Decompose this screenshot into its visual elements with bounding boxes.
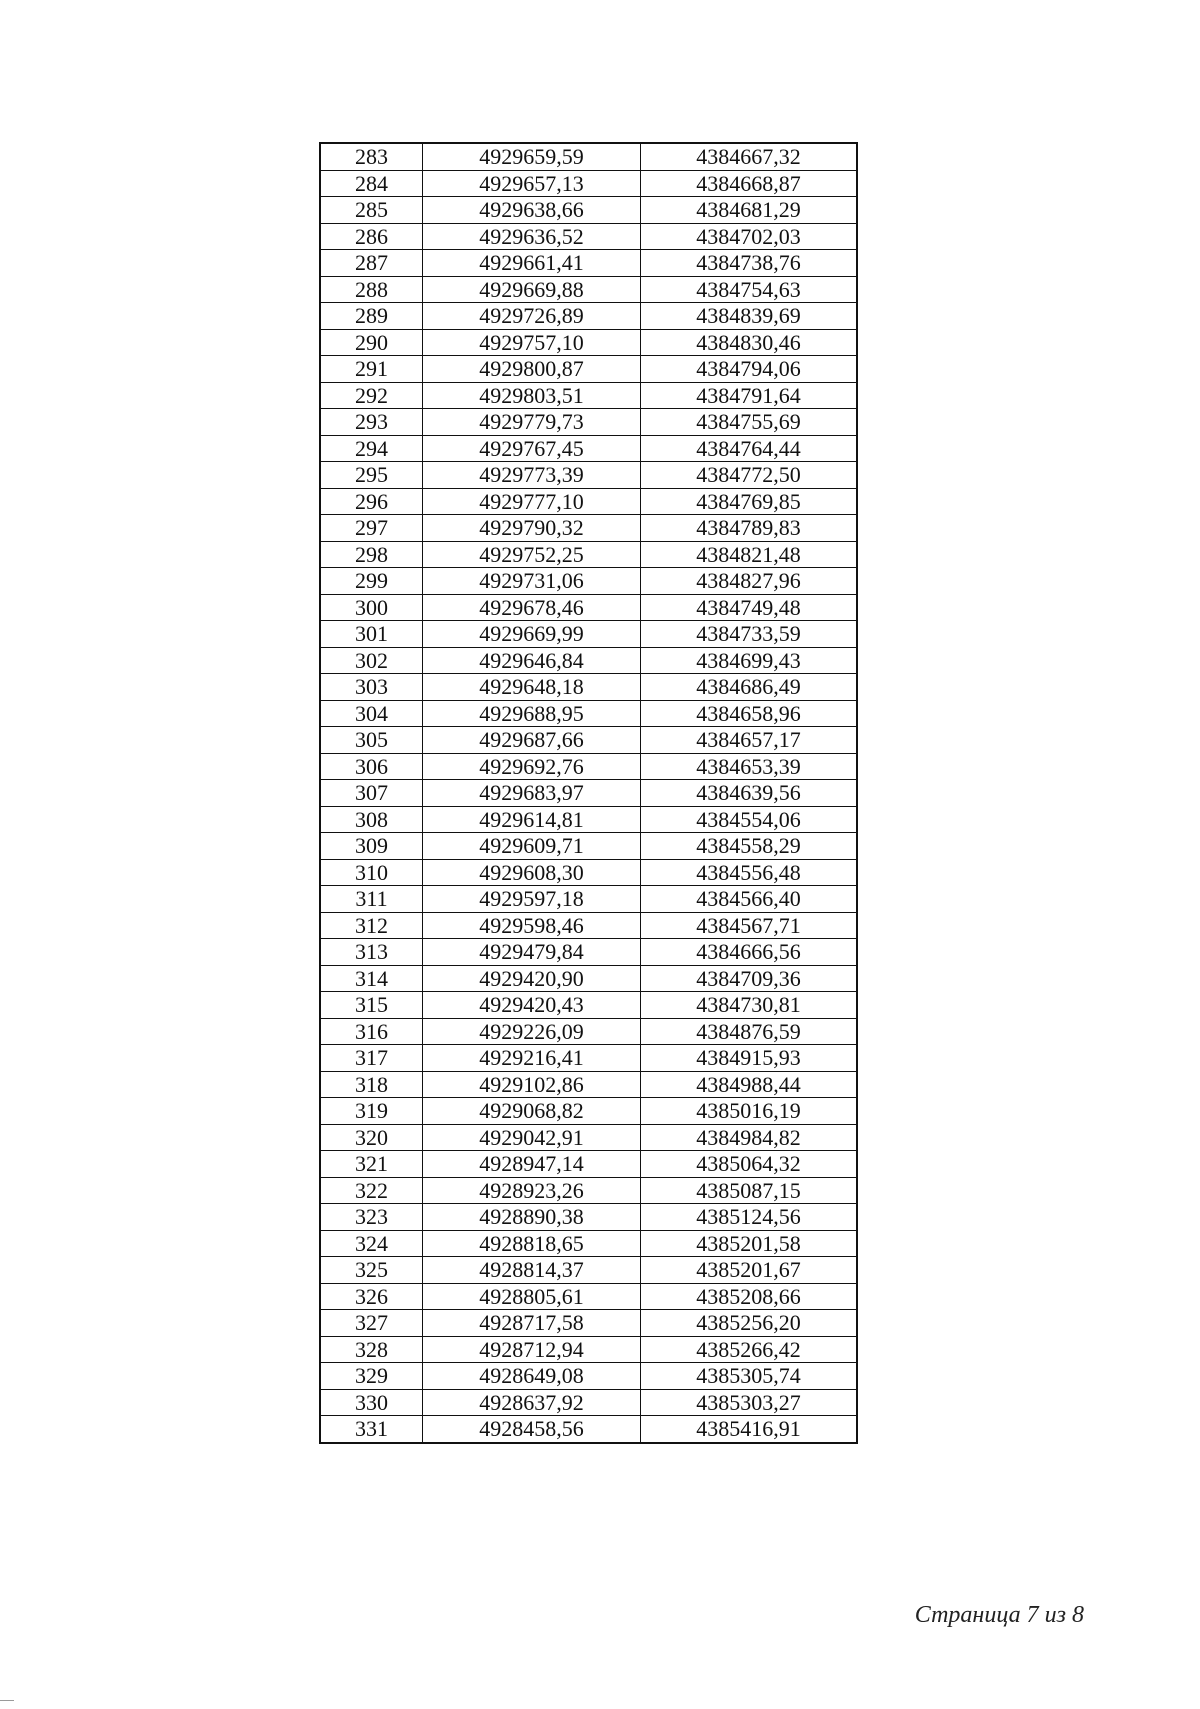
point-number-cell: 324 xyxy=(320,1230,423,1257)
point-number-cell: 313 xyxy=(320,939,423,966)
coordinate-y-cell: 4384988,44 xyxy=(641,1071,858,1098)
table-row xyxy=(320,1230,857,1257)
coordinate-x-cell: 4928814,37 xyxy=(423,1257,641,1284)
coordinate-x-cell: 4929692,76 xyxy=(423,753,641,780)
coordinate-x-cell: 4928818,65 xyxy=(423,1230,641,1257)
coordinate-y-cell: 4384733,59 xyxy=(641,621,858,648)
point-number-cell: 295 xyxy=(320,462,423,489)
coordinate-x-cell: 4929042,91 xyxy=(423,1124,641,1151)
coordinate-x-cell: 4929102,86 xyxy=(423,1071,641,1098)
coordinate-y-cell: 4385087,15 xyxy=(641,1177,858,1204)
table-row xyxy=(320,435,857,462)
table-row xyxy=(320,250,857,277)
coordinate-y-cell: 4385208,66 xyxy=(641,1283,858,1310)
coordinate-x-cell: 4929803,51 xyxy=(423,382,641,409)
coordinate-x-cell: 4928649,08 xyxy=(423,1363,641,1390)
coordinate-y-cell: 4384772,50 xyxy=(641,462,858,489)
coordinate-x-cell: 4929773,39 xyxy=(423,462,641,489)
coordinate-y-cell: 4384794,06 xyxy=(641,356,858,383)
table-row xyxy=(320,462,857,489)
coordinate-y-cell: 4384558,29 xyxy=(641,833,858,860)
coordinate-y-cell: 4384686,49 xyxy=(641,674,858,701)
coordinate-y-cell: 4384876,59 xyxy=(641,1018,858,1045)
coordinate-y-cell: 4384702,03 xyxy=(641,223,858,250)
coordinate-y-cell: 4385305,74 xyxy=(641,1363,858,1390)
coordinate-y-cell: 4384657,17 xyxy=(641,727,858,754)
coordinate-y-cell: 4385201,67 xyxy=(641,1257,858,1284)
coordinate-x-cell: 4929752,25 xyxy=(423,541,641,568)
coordinate-x-cell: 4929657,13 xyxy=(423,170,641,197)
table-row xyxy=(320,965,857,992)
point-number-cell: 322 xyxy=(320,1177,423,1204)
point-number-cell: 304 xyxy=(320,700,423,727)
point-number-cell: 320 xyxy=(320,1124,423,1151)
coordinate-x-cell: 4929661,41 xyxy=(423,250,641,277)
table-row xyxy=(320,647,857,674)
table-row xyxy=(320,674,857,701)
coordinate-x-cell: 4929726,89 xyxy=(423,303,641,330)
coordinate-x-cell: 4929479,84 xyxy=(423,939,641,966)
coordinate-x-cell: 4929683,97 xyxy=(423,780,641,807)
point-number-cell: 291 xyxy=(320,356,423,383)
point-number-cell: 323 xyxy=(320,1204,423,1231)
coordinate-y-cell: 4384821,48 xyxy=(641,541,858,568)
point-number-cell: 286 xyxy=(320,223,423,250)
coordinate-x-cell: 4928458,56 xyxy=(423,1416,641,1443)
point-number-cell: 296 xyxy=(320,488,423,515)
point-number-cell: 314 xyxy=(320,965,423,992)
table-row xyxy=(320,197,857,224)
table-row xyxy=(320,1204,857,1231)
coordinate-x-cell: 4929669,99 xyxy=(423,621,641,648)
coordinate-y-cell: 4384738,76 xyxy=(641,250,858,277)
table-row xyxy=(320,541,857,568)
point-number-cell: 300 xyxy=(320,594,423,621)
coordinate-y-cell: 4384769,85 xyxy=(641,488,858,515)
coordinate-x-cell: 4929648,18 xyxy=(423,674,641,701)
table-row xyxy=(320,143,857,170)
coordinate-x-cell: 4929646,84 xyxy=(423,647,641,674)
point-number-cell: 294 xyxy=(320,435,423,462)
coordinate-y-cell: 4384764,44 xyxy=(641,435,858,462)
point-number-cell: 301 xyxy=(320,621,423,648)
coordinates-table-body xyxy=(320,143,857,1443)
table-row xyxy=(320,1310,857,1337)
coordinate-x-cell: 4929731,06 xyxy=(423,568,641,595)
coordinate-x-cell: 4929636,52 xyxy=(423,223,641,250)
coordinate-x-cell: 4929687,66 xyxy=(423,727,641,754)
table-row xyxy=(320,1416,857,1443)
point-number-cell: 311 xyxy=(320,886,423,913)
point-number-cell: 303 xyxy=(320,674,423,701)
table-row xyxy=(320,488,857,515)
table-row xyxy=(320,1124,857,1151)
point-number-cell: 317 xyxy=(320,1045,423,1072)
table-row xyxy=(320,170,857,197)
point-number-cell: 297 xyxy=(320,515,423,542)
point-number-cell: 325 xyxy=(320,1257,423,1284)
coordinate-y-cell: 4385064,32 xyxy=(641,1151,858,1178)
table-row xyxy=(320,276,857,303)
point-number-cell: 292 xyxy=(320,382,423,409)
coordinate-y-cell: 4385124,56 xyxy=(641,1204,858,1231)
coordinate-x-cell: 4929688,95 xyxy=(423,700,641,727)
point-number-cell: 327 xyxy=(320,1310,423,1337)
table-row xyxy=(320,753,857,780)
point-number-cell: 328 xyxy=(320,1336,423,1363)
point-number-cell: 330 xyxy=(320,1389,423,1416)
coordinate-x-cell: 4929767,45 xyxy=(423,435,641,462)
point-number-cell: 284 xyxy=(320,170,423,197)
coordinate-x-cell: 4928923,26 xyxy=(423,1177,641,1204)
coordinate-y-cell: 4385266,42 xyxy=(641,1336,858,1363)
point-number-cell: 321 xyxy=(320,1151,423,1178)
coordinate-y-cell: 4385416,91 xyxy=(641,1416,858,1443)
coordinate-x-cell: 4928805,61 xyxy=(423,1283,641,1310)
table-row xyxy=(320,382,857,409)
table-row xyxy=(320,329,857,356)
coordinate-y-cell: 4384827,96 xyxy=(641,568,858,595)
table-row xyxy=(320,992,857,1019)
coordinate-y-cell: 4384789,83 xyxy=(641,515,858,542)
coordinate-x-cell: 4929226,09 xyxy=(423,1018,641,1045)
point-number-cell: 305 xyxy=(320,727,423,754)
point-number-cell: 293 xyxy=(320,409,423,436)
point-number-cell: 312 xyxy=(320,912,423,939)
coordinate-x-cell: 4929597,18 xyxy=(423,886,641,913)
point-number-cell: 283 xyxy=(320,143,423,170)
table-row xyxy=(320,1177,857,1204)
table-row xyxy=(320,912,857,939)
coordinate-x-cell: 4928637,92 xyxy=(423,1389,641,1416)
coordinate-y-cell: 4384668,87 xyxy=(641,170,858,197)
table-row xyxy=(320,700,857,727)
coordinate-y-cell: 4385201,58 xyxy=(641,1230,858,1257)
table-row xyxy=(320,1071,857,1098)
table-row xyxy=(320,409,857,436)
point-number-cell: 287 xyxy=(320,250,423,277)
coordinate-x-cell: 4929420,43 xyxy=(423,992,641,1019)
table-row xyxy=(320,223,857,250)
point-number-cell: 298 xyxy=(320,541,423,568)
coordinates-table xyxy=(319,142,858,1444)
coordinate-x-cell: 4929777,10 xyxy=(423,488,641,515)
coordinate-y-cell: 4385016,19 xyxy=(641,1098,858,1125)
coordinate-y-cell: 4385303,27 xyxy=(641,1389,858,1416)
coordinate-x-cell: 4929638,66 xyxy=(423,197,641,224)
point-number-cell: 318 xyxy=(320,1071,423,1098)
coordinate-x-cell: 4929216,41 xyxy=(423,1045,641,1072)
coordinate-x-cell: 4929609,71 xyxy=(423,833,641,860)
table-row xyxy=(320,356,857,383)
point-number-cell: 306 xyxy=(320,753,423,780)
coordinate-y-cell: 4384556,48 xyxy=(641,859,858,886)
coordinate-x-cell: 4928712,94 xyxy=(423,1336,641,1363)
coordinate-x-cell: 4929800,87 xyxy=(423,356,641,383)
coordinate-y-cell: 4384830,46 xyxy=(641,329,858,356)
table-row xyxy=(320,1018,857,1045)
table-row xyxy=(320,833,857,860)
point-number-cell: 302 xyxy=(320,647,423,674)
coordinate-y-cell: 4384791,64 xyxy=(641,382,858,409)
table-row xyxy=(320,1151,857,1178)
coordinate-x-cell: 4929420,90 xyxy=(423,965,641,992)
coordinate-y-cell: 4384639,56 xyxy=(641,780,858,807)
table-row xyxy=(320,594,857,621)
table-row xyxy=(320,621,857,648)
coordinate-y-cell: 4384653,39 xyxy=(641,753,858,780)
coordinate-x-cell: 4929598,46 xyxy=(423,912,641,939)
table-row xyxy=(320,1363,857,1390)
coordinate-y-cell: 4384666,56 xyxy=(641,939,858,966)
coordinate-y-cell: 4384567,71 xyxy=(641,912,858,939)
table-row xyxy=(320,303,857,330)
coordinate-y-cell: 4384749,48 xyxy=(641,594,858,621)
point-number-cell: 289 xyxy=(320,303,423,330)
table-row xyxy=(320,727,857,754)
coordinate-y-cell: 4384839,69 xyxy=(641,303,858,330)
scan-edge-mark xyxy=(0,1700,14,1701)
coordinate-y-cell: 4384699,43 xyxy=(641,647,858,674)
coordinate-y-cell: 4384915,93 xyxy=(641,1045,858,1072)
point-number-cell: 285 xyxy=(320,197,423,224)
coordinate-x-cell: 4929757,10 xyxy=(423,329,641,356)
coordinate-y-cell: 4384754,63 xyxy=(641,276,858,303)
point-number-cell: 329 xyxy=(320,1363,423,1390)
point-number-cell: 288 xyxy=(320,276,423,303)
table-row xyxy=(320,886,857,913)
coordinate-y-cell: 4384709,36 xyxy=(641,965,858,992)
coordinate-y-cell: 4384667,32 xyxy=(641,143,858,170)
table-row xyxy=(320,780,857,807)
table-row xyxy=(320,1336,857,1363)
coordinate-x-cell: 4929659,59 xyxy=(423,143,641,170)
coordinate-x-cell: 4928717,58 xyxy=(423,1310,641,1337)
point-number-cell: 308 xyxy=(320,806,423,833)
point-number-cell: 310 xyxy=(320,859,423,886)
coordinate-y-cell: 4384681,29 xyxy=(641,197,858,224)
coordinate-y-cell: 4385256,20 xyxy=(641,1310,858,1337)
coordinate-y-cell: 4384730,81 xyxy=(641,992,858,1019)
point-number-cell: 290 xyxy=(320,329,423,356)
point-number-cell: 331 xyxy=(320,1416,423,1443)
coordinate-x-cell: 4928947,14 xyxy=(423,1151,641,1178)
table-row xyxy=(320,939,857,966)
coordinate-y-cell: 4384658,96 xyxy=(641,700,858,727)
table-row xyxy=(320,1389,857,1416)
coordinate-x-cell: 4929068,82 xyxy=(423,1098,641,1125)
point-number-cell: 319 xyxy=(320,1098,423,1125)
table-row xyxy=(320,1098,857,1125)
page-number: Страница 7 из 8 xyxy=(914,1602,1084,1628)
point-number-cell: 315 xyxy=(320,992,423,1019)
coordinate-x-cell: 4929779,73 xyxy=(423,409,641,436)
table-row xyxy=(320,1283,857,1310)
point-number-cell: 326 xyxy=(320,1283,423,1310)
coordinate-x-cell: 4928890,38 xyxy=(423,1204,641,1231)
coordinate-y-cell: 4384755,69 xyxy=(641,409,858,436)
point-number-cell: 299 xyxy=(320,568,423,595)
coordinate-x-cell: 4929669,88 xyxy=(423,276,641,303)
coordinate-y-cell: 4384984,82 xyxy=(641,1124,858,1151)
point-number-cell: 307 xyxy=(320,780,423,807)
coordinate-y-cell: 4384554,06 xyxy=(641,806,858,833)
table-row xyxy=(320,859,857,886)
coordinate-x-cell: 4929678,46 xyxy=(423,594,641,621)
coordinate-y-cell: 4384566,40 xyxy=(641,886,858,913)
coordinate-x-cell: 4929790,32 xyxy=(423,515,641,542)
table-row xyxy=(320,515,857,542)
point-number-cell: 316 xyxy=(320,1018,423,1045)
table-row xyxy=(320,806,857,833)
table-row xyxy=(320,1257,857,1284)
point-number-cell: 309 xyxy=(320,833,423,860)
coordinate-x-cell: 4929614,81 xyxy=(423,806,641,833)
coordinate-x-cell: 4929608,30 xyxy=(423,859,641,886)
table-row xyxy=(320,1045,857,1072)
table-row xyxy=(320,568,857,595)
